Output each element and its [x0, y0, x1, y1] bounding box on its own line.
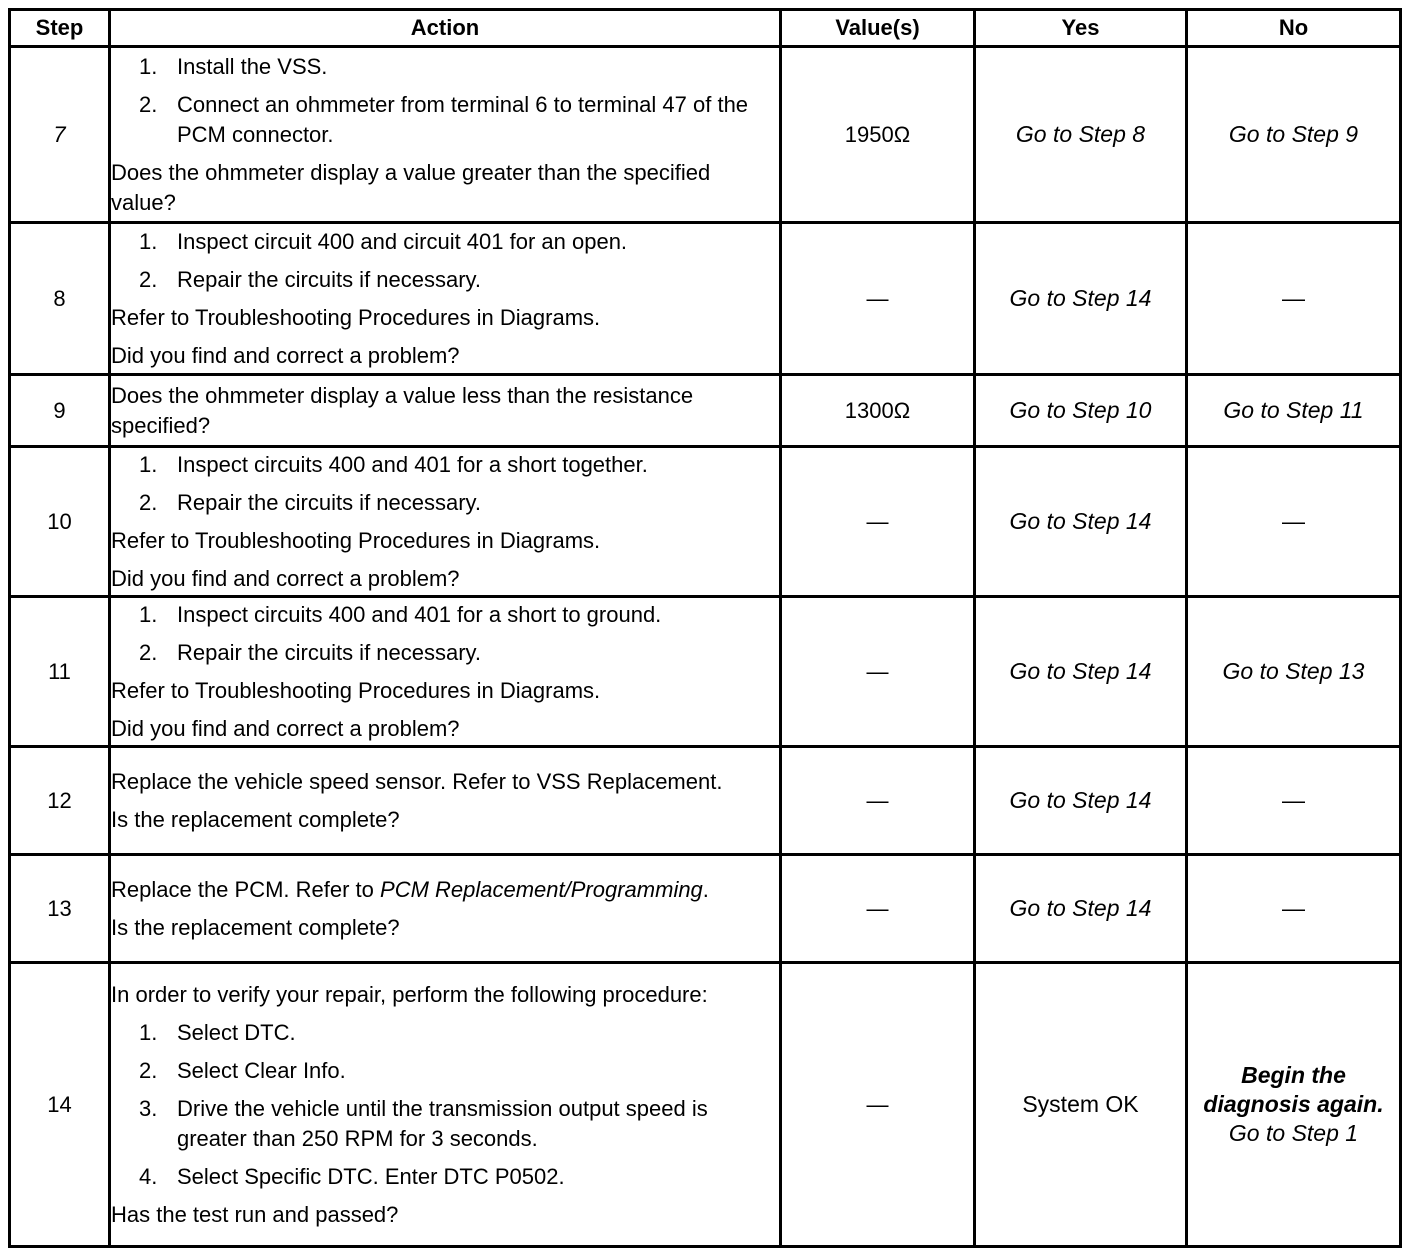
no-line-1: Begin the [1241, 1062, 1346, 1088]
lead-text: In order to verify your repair, perform the following procedure: [111, 981, 708, 1007]
list-item: 2. Repair the circuits if necessary. [139, 639, 482, 665]
lead-text: Replace the PCM. Refer to PCM Replacement/Programming. [111, 876, 709, 902]
lead-text: Replace the vehicle speed sensor. Refer to VSS Replacement. [111, 768, 723, 794]
list-item: 1. Inspect circuit 400 and circuit 401 for an open. [139, 228, 628, 254]
no-cell [1187, 963, 1401, 1247]
list-item: 1. Install the VSS. [139, 53, 328, 79]
list-item: 2. Repair the circuits if necessary. [139, 489, 482, 515]
question-text: Did you find and correct a problem? [111, 565, 460, 591]
step-number: 9 [10, 375, 110, 447]
step-number: 13 [10, 855, 110, 963]
table-row [10, 47, 1401, 223]
action-cell [110, 855, 781, 963]
action-cell [110, 223, 781, 375]
question-text: Does the ohmmeter display a value less than the resistance specified? [111, 382, 694, 438]
question-text: Is the replacement complete? [111, 806, 400, 832]
question-text: Does the ohmmeter display a value greater than the specified value? [111, 159, 711, 215]
list-item: 4. Select Specific DTC. Enter DTC P0502. [139, 1163, 565, 1189]
value-cell: — [781, 747, 975, 855]
header-action: Action [110, 10, 781, 47]
yes-cell: Go to Step 8 [975, 47, 1187, 223]
table-row [10, 447, 1401, 597]
value-cell: — [781, 963, 975, 1247]
reference-link-text: PCM Replacement/Programming [380, 876, 703, 902]
yes-cell: Go to Step 10 [975, 375, 1187, 447]
step-number: 7 [10, 47, 110, 223]
question-text: Did you find and correct a problem? [111, 342, 460, 368]
step-number: 10 [10, 447, 110, 597]
no-cell: Go to Step 13 [1187, 597, 1401, 747]
list-item: 2. Select Clear Info. [139, 1057, 346, 1083]
table-row [10, 747, 1401, 855]
action-cell [110, 447, 781, 597]
value-cell: 1300Ω [781, 375, 975, 447]
no-cell: Go to Step 11 [1187, 375, 1401, 447]
table-row [10, 963, 1401, 1247]
yes-cell: Go to Step 14 [975, 855, 1187, 963]
step-number: 14 [10, 963, 110, 1247]
diagnostic-table [8, 8, 1402, 1248]
note-text: Refer to Troubleshooting Procedures in Diagrams. [111, 304, 601, 330]
note-text: Refer to Troubleshooting Procedures in Diagrams. [111, 677, 601, 703]
no-cell: — [1187, 447, 1401, 597]
table-row [10, 223, 1401, 375]
action-cell [110, 597, 781, 747]
yes-cell: Go to Step 14 [975, 597, 1187, 747]
action-cell [110, 47, 781, 223]
table-row [10, 855, 1401, 963]
no-cell: — [1187, 855, 1401, 963]
list-item: 1. Inspect circuits 400 and 401 for a short to ground. [139, 601, 662, 627]
action-cell [110, 375, 781, 447]
value-cell: — [781, 223, 975, 375]
step-number: 8 [10, 223, 110, 375]
note-text: Refer to Troubleshooting Procedures in Diagrams. [111, 527, 601, 553]
no-cell: Go to Step 9 [1187, 47, 1401, 223]
question-text: Is the replacement complete? [111, 914, 400, 940]
step-number: 11 [10, 597, 110, 747]
no-line-3: Go to Step 1 [1228, 1120, 1359, 1146]
no-line-2: diagnosis again. [1203, 1091, 1384, 1117]
value-cell: — [781, 597, 975, 747]
list-item: 1. Inspect circuits 400 and 401 for a short together. [139, 451, 648, 477]
value-cell: 1950Ω [781, 47, 975, 223]
value-cell: — [781, 855, 975, 963]
question-text: Has the test run and passed? [111, 1201, 399, 1227]
table-row [10, 597, 1401, 747]
action-cell [110, 963, 781, 1247]
list-item: 2. Connect an ohmmeter from terminal 6 to terminal 47 of the PCM connector. [139, 91, 749, 147]
header-row [10, 10, 1401, 47]
action-cell [110, 747, 781, 855]
yes-cell: Go to Step 14 [975, 447, 1187, 597]
value-cell: — [781, 447, 975, 597]
header-yes: Yes [975, 10, 1187, 47]
table-row [10, 375, 1401, 447]
yes-cell: Go to Step 14 [975, 223, 1187, 375]
list-item: 2. Repair the circuits if necessary. [139, 266, 482, 292]
header-step: Step [10, 10, 110, 47]
step-number: 12 [10, 747, 110, 855]
header-values: Value(s) [781, 10, 975, 47]
header-no: No [1187, 10, 1401, 47]
no-cell: — [1187, 747, 1401, 855]
list-item: 3. Drive the vehicle until the transmission output speed is greater than 250 RPM for 3 seconds. [139, 1095, 708, 1151]
list-item: 1. Select DTC. [139, 1019, 296, 1045]
yes-cell: Go to Step 14 [975, 747, 1187, 855]
yes-cell: System OK [975, 963, 1187, 1247]
question-text: Did you find and correct a problem? [111, 715, 460, 741]
no-cell: — [1187, 223, 1401, 375]
